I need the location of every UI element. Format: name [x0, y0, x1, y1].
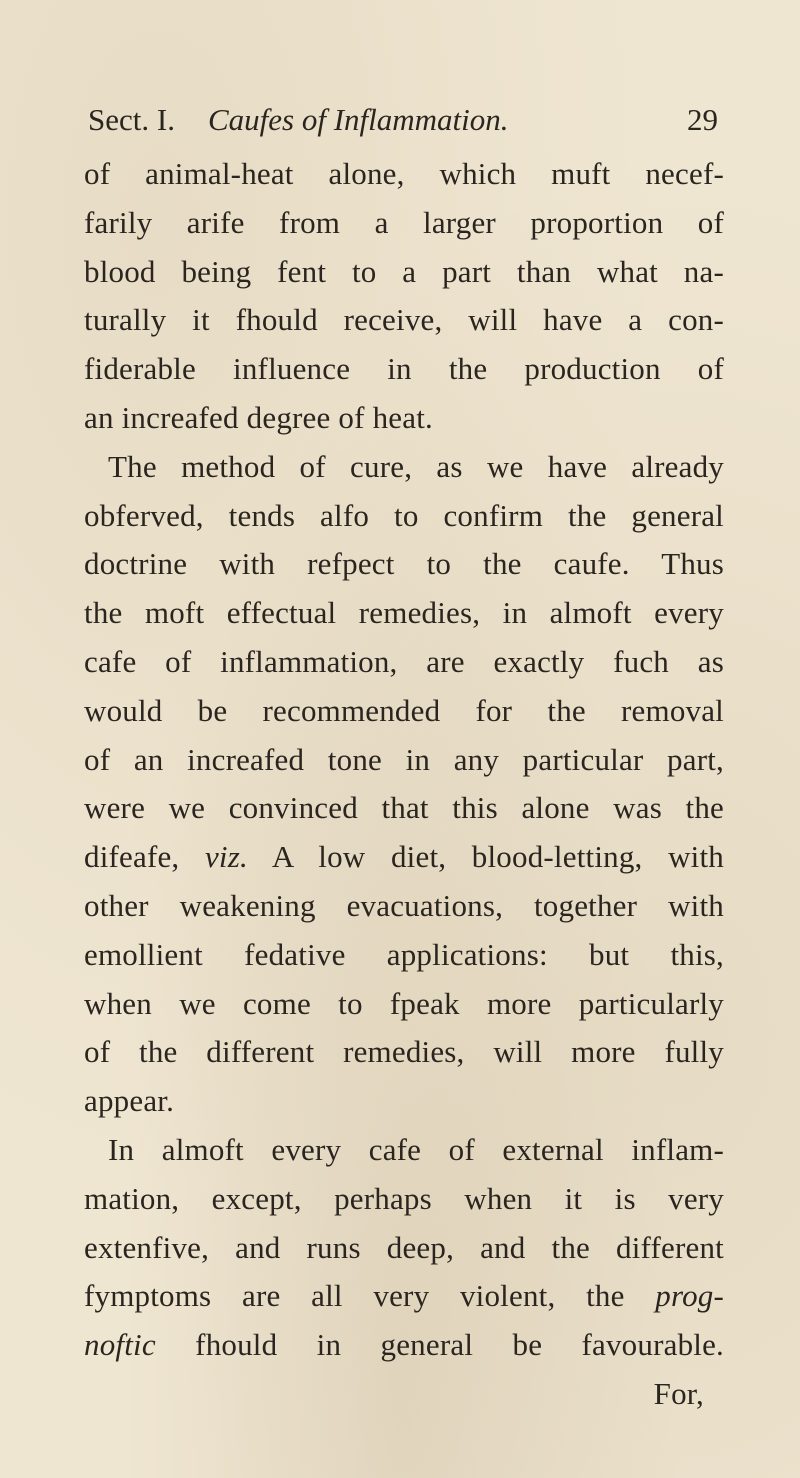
text-segment: difeafe,: [84, 839, 205, 875]
italic-segment: viz.: [204, 839, 248, 875]
chapter-title: Caufes of Inflammation.: [208, 102, 509, 137]
text-segment: fhould in general be favourable.: [155, 1327, 724, 1363]
running-header: [88, 102, 718, 142]
text-line: when we come to fpeak more particularly: [84, 985, 724, 1021]
text-line: fiderable influence in the production of: [84, 351, 724, 387]
text-segment: A low diet, blood-letting, with: [247, 839, 724, 875]
text-line: the moft effectual remedies, in almoft every: [84, 595, 724, 631]
text-line: farily arife from a larger proportion of: [84, 204, 724, 240]
text-line: mation, except, perhaps when it is very: [84, 1180, 724, 1216]
text-line: blood being fent to a part than what na-: [84, 253, 724, 289]
text-line: of animal-heat alone, which muft necef-: [84, 156, 724, 191]
catchword: For,: [653, 1375, 704, 1411]
text-line: turally it fhould receive, will have a con-: [84, 302, 724, 338]
text-line: of the different remedies, will more fully: [84, 1034, 724, 1070]
text-line: emollient fedative applications: but this,: [84, 936, 724, 972]
text-line: appear.: [84, 1083, 175, 1119]
text-line: would be recommended for the removal: [84, 692, 724, 728]
text-line: other weakening evacuations, together with: [84, 887, 724, 923]
text-line: of an increafed tone in any particular part,: [84, 741, 724, 777]
text-line: cafe of inflammation, are exactly fuch as: [84, 643, 724, 679]
section-label: Sect. I.: [88, 102, 175, 137]
page-number: 29: [687, 102, 718, 137]
italic-segment: noftic: [84, 1327, 156, 1363]
text-line: obferved, tends alfo to confirm the general: [84, 497, 724, 533]
text-line: doctrine with refpect to the caufe. Thus: [84, 546, 724, 582]
body-text: [84, 150, 724, 1419]
italic-segment: prog-: [655, 1278, 724, 1314]
text-segment: fymptoms are all very violent, the: [84, 1278, 656, 1314]
text-line: In almoft every cafe of external inflam-: [108, 1131, 724, 1167]
text-line: [84, 1272, 724, 1321]
text-line: were we convinced that this alone was the: [84, 790, 724, 826]
text-line: The method of cure, as we have already: [108, 448, 724, 484]
text-line: [84, 833, 724, 882]
text-line: [84, 1321, 724, 1370]
text-line: extenfive, and runs deep, and the different: [84, 1229, 724, 1265]
text-line: an increafed degree of heat.: [84, 399, 433, 435]
